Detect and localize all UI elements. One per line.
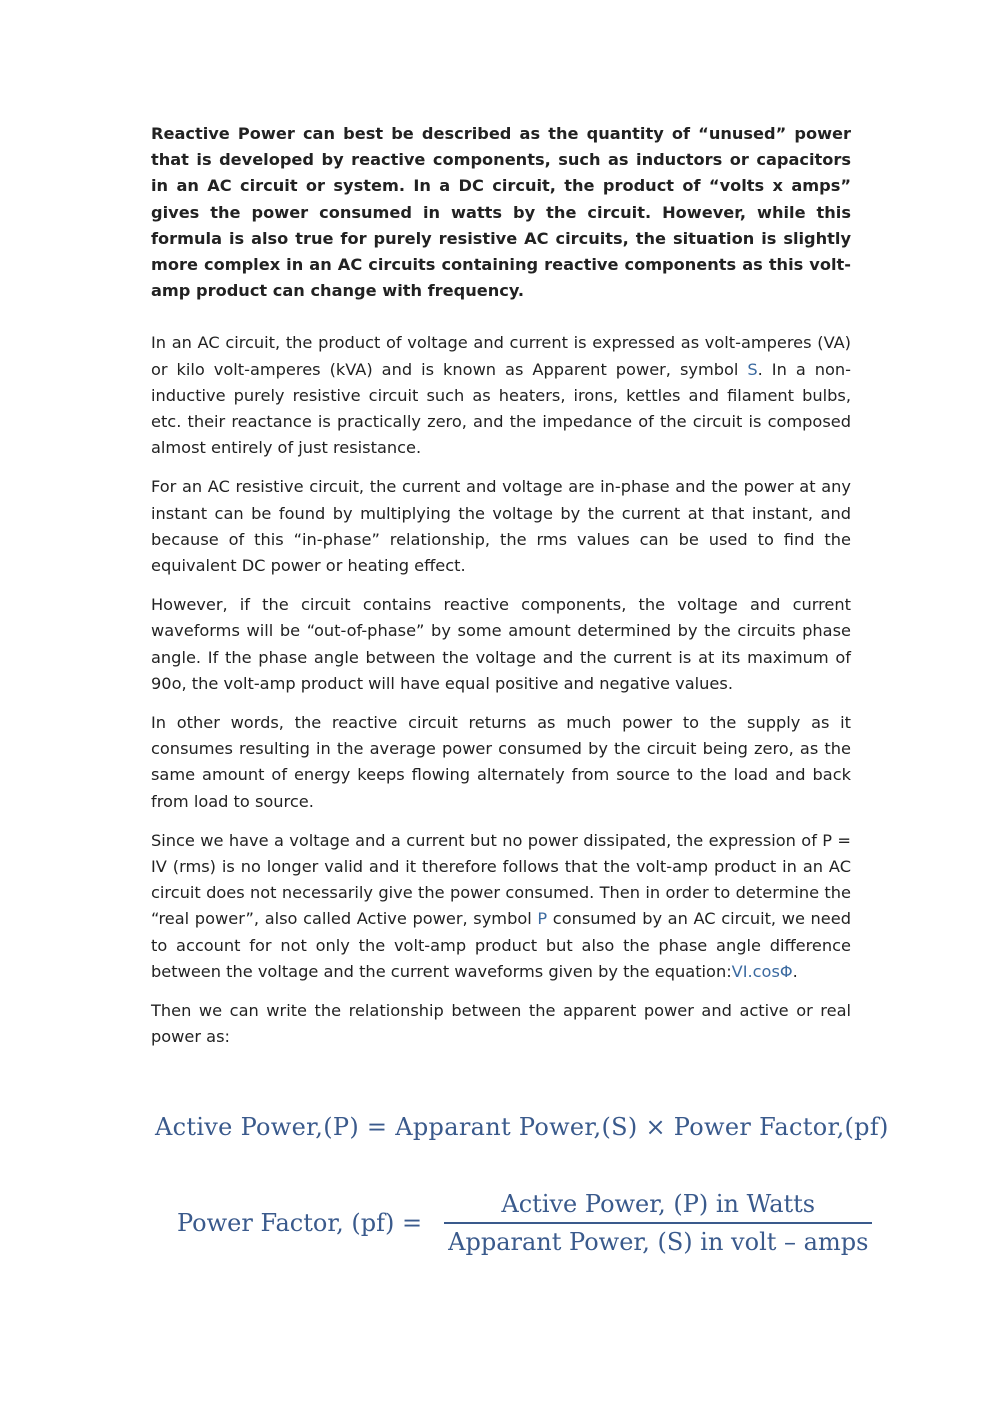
relationship-paragraph: Then we can write the relationship between the apparent power and active or real power as: [151,1001,851,1047]
resistive-circuit-paragraph: For an AC resistive circuit, the current and voltage are in-phase and the power at any instant can be found by multiplying the voltage by the current at that instant, and because of this “in-phase” relationship, the rms values can be used to find the equivalent DC power or heating effect. [151,477,851,576]
apparent-power-text-a: In an AC circuit, the product of voltage and current is expressed as volt-amperes (VA) or kilo volt-amperes (kVA) and is known as Apparent power, symbol [151,333,851,379]
apparent-power-paragraph [151,330,851,461]
intro-paragraph: Reactive Power can best be described as the quantity of “unused” power that is developed by reactive components, such as inductors or capacitors in an AC circuit or system. In a DC circuit, the product of “volts x amps” gives the power consumed in watts by the circuit. However, while this formula is also true for purely resistive AC circuits, the situation is slightly more complex in an AC circuits containing reactive components as this volt-amp product can change with frequency. [151,124,851,301]
apparent-power-text-b: . In a non-inductive purely resistive circuit such as heaters, irons, kettles and filament bulbs, etc. their reactance is practically zero, and the impedance of the circuit is composed almost entirely of just resistance. [151,359,851,458]
real-power-text-a: Since we have a voltage and a current but no power dissipated, the expression of P = IV (rms) is no longer valid and it therefore follows that the volt-amp product in an AC circuit does not necessarily give the power consumed. Then in order to determine the “real power”, also called Active power, symbol [151,830,851,929]
active-power-symbol: P [537,909,548,929]
reactive-circuit-returns-paragraph: In other words, the reactive circuit returns as much power to the supply as it consumes resulting in the average power consumed by the circuit being zero, as the same amount of energy keeps flowing alternately from source to the load and back from load to source. [151,713,851,811]
real-power-text-b: consumed by an AC circuit, we need to account for not only the volt-amp product but also the phase angle difference between the voltage and the current waveforms given by the equation: [151,909,851,981]
power-factor-fraction [444,1190,872,1256]
fraction-numerator: Active Power, (P) in Watts [501,1190,816,1218]
apparent-power-symbol: S [747,359,758,379]
real-power-paragraph [151,828,851,985]
power-factor-lhs: Power Factor, (pf) = [177,1208,423,1237]
reactive-components-paragraph: However, if the circuit contains reactive components, the voltage and current waveforms will be “out-of-phase” by some amount determined by the circuits phase angle. If the phase angle between the voltage and the current is at its maximum of 90o, the volt-amp product will have equal positive and negative values. [151,595,851,693]
power-factor-formula [177,1190,872,1256]
active-power-formula: Active Power,(P) = Apparant Power,(S) × Power Factor,(pf) [155,1113,889,1141]
fraction-denominator: Apparant Power, (S) in volt – amps [448,1227,869,1256]
article-body [151,121,851,1064]
real-power-text-c: . [792,961,798,981]
real-power-equation: VI.cosΦ [731,961,793,981]
